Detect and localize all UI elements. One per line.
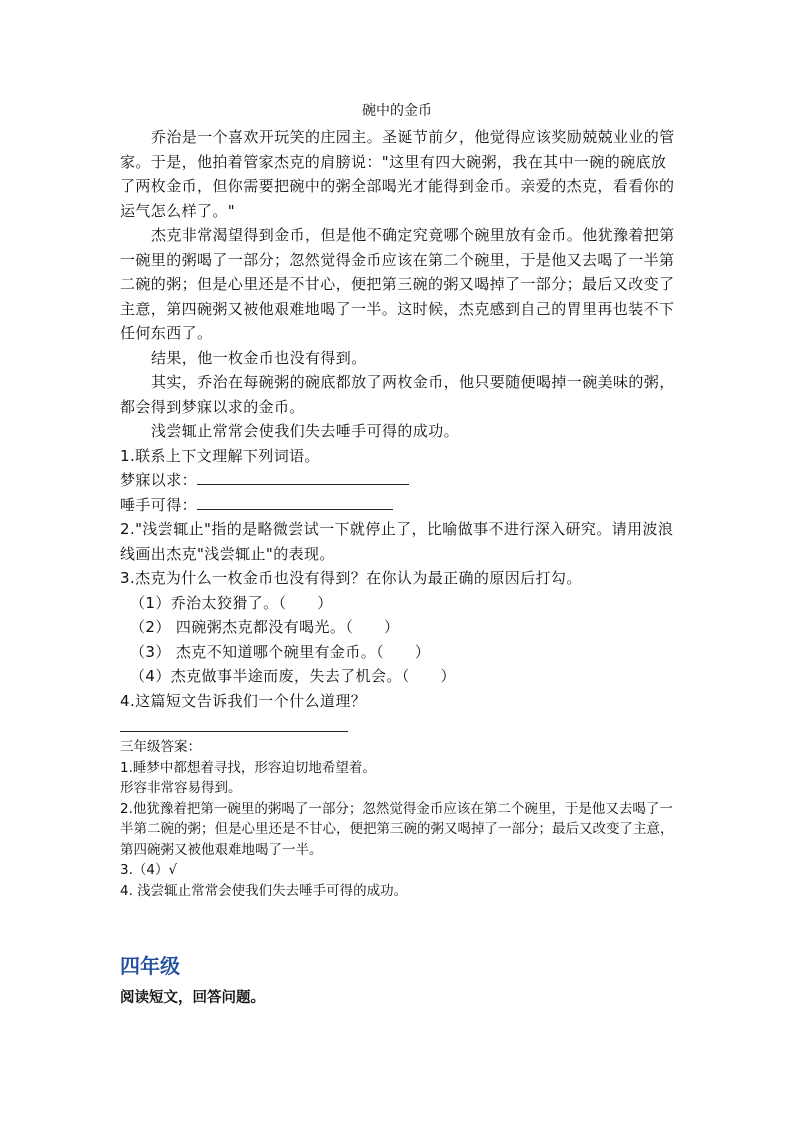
story-paragraph-3: 结果，他一枚金币也没有得到。	[151, 348, 367, 367]
question-3-option-2[interactable]: （2） 四碗粥杰克都没有喝光。（ ）	[130, 618, 400, 636]
story-paragraph-4: 其实，乔治在每碗粥的碗底都放了两枚金币，他只要随便喝掉一碗美味的粥，都会得到梦寐以求的金币。	[120, 373, 675, 416]
word-2-label: 唾手可得：	[120, 495, 198, 514]
word-1-label: 梦寐以求：	[120, 471, 198, 489]
answer-1-line-2: 形容非常容易得到。	[120, 780, 242, 796]
story-body	[120, 125, 675, 732]
answer-1-line-1: 1.睡梦中都想着寻找，形容迫切地希望着。	[120, 759, 376, 776]
question-3-option-4[interactable]: （4）杰克做事半途而废，失去了机会。（ ）	[130, 667, 456, 685]
section-instruction: 阅读短文，回答问题。	[120, 989, 265, 1006]
answer-key	[120, 737, 680, 901]
answer-blank-2[interactable]	[197, 493, 393, 510]
story-paragraph-2: 杰克非常渴望得到金币，但是他不确定究竟哪个碗里放有金币。他犹豫着把第一碗里的粥喝了一部分；忽然觉得金币应该在第二个碗里，于是他又去喝了一半第二碗的粥；但是心里还是不甘心，便把第三碗的粥又喝掉了一部分；最后又改变了主意，第四碗粥又被他艰难地喝了一半。这时候，杰克感到自己的胃里再也装不下任何东西了。	[120, 226, 675, 342]
story-title: 碗中的金币	[362, 103, 432, 119]
question-1: 1.联系上下文理解下列词语。	[120, 446, 320, 465]
answer-line-4[interactable]	[120, 717, 348, 732]
answer-4: 4. 浅尝辄止常常会使我们失去唾手可得的成功。	[120, 882, 408, 899]
question-3-option-3[interactable]: （3） 杰克不知道哪个碗里有金币。（ ）	[130, 642, 431, 661]
question-1-word-2	[120, 493, 675, 518]
answer-2: 2.他犹豫着把第一碗里的粥喝了一部分；忽然觉得金币应该在第二个碗里，于是他又去喝了一半第二碗的粥；但是心里还是不甘心，便把第三碗的粥又喝掉了一部分；最后又改变了主意，第四碗粥又被他艰难地喝了一半。	[120, 800, 674, 858]
grade-heading: 四年级	[120, 954, 180, 978]
question-4: 4.这篇短文告诉我们一个什么道理？	[120, 691, 367, 710]
answer-blank-1[interactable]	[197, 468, 409, 485]
answer-3: 3.（4）√	[120, 862, 178, 878]
question-2: 2."浅尝辄止"指的是略微尝试一下就停止了，比喻做事不进行深入研究。请用波浪线画出杰克"浅尝辄止"的表现。	[120, 520, 674, 563]
story-paragraph-1: 乔治是一个喜欢开玩笑的庄园主。圣诞节前夕，他觉得应该奖励兢兢业业的管家。于是，他拍着管家杰克的肩膀说："这里有四大碗粥，我在其中一碗的碗底放了两枚金币，但你需要把碗中的粥全部喝光才能得到金币。亲爱的杰克，看看你的运气怎么样了。"	[120, 128, 675, 220]
answer-heading: 三年级答案：	[120, 739, 201, 755]
question-3: 3.杰克为什么一枚金币也没有得到？在你认为最正确的原因后打勾。	[120, 569, 582, 587]
question-3-option-1[interactable]: （1）乔治太狡猾了。（ ）	[130, 593, 333, 612]
question-1-word-1	[120, 468, 675, 493]
story-paragraph-5: 浅尝辄止常常会使我们失去唾手可得的成功。	[151, 422, 460, 440]
